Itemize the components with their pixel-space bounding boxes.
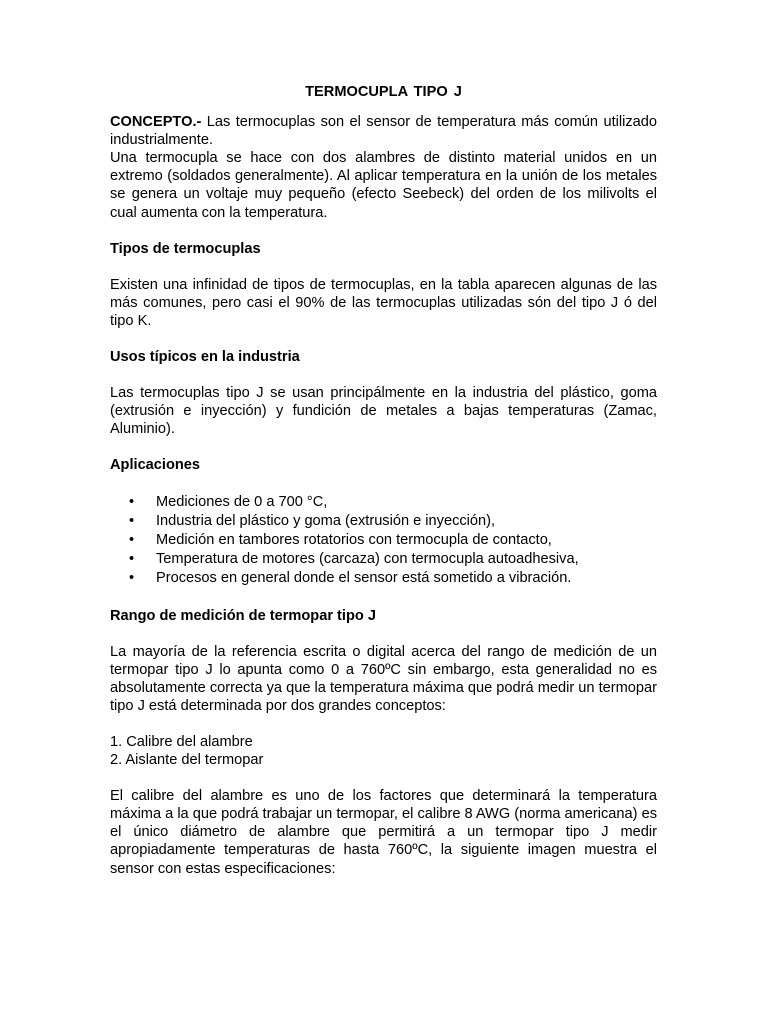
rango-heading: Rango de medición de termopar tipo J (110, 607, 376, 624)
tipos-paragraph: Existen una infinidad de tipos de termocuplas, en la tabla aparecen algunas de las más comunes, pero casi el 90% de las termocuplas utilizadas són del tipo J ó del tipo K. (110, 276, 657, 329)
bullet-icon: • (129, 570, 135, 587)
bullet-icon: • (129, 512, 135, 529)
list-item: 1. Calibre del alambre (110, 733, 253, 750)
bullet-icon: • (129, 531, 135, 548)
list-item: • Mediciones de 0 a 700 °C, (110, 493, 657, 512)
tipos-heading: Tipos de termocuplas (110, 240, 261, 257)
calibre-paragraph: El calibre del alambre es uno de los factores que determinará la temperatura máxima a la que podrá trabajar un termopar, el calibre 8 AWG (norma americana) es el único diámetro de alambre que permitirá a un termopar tipo J medir apropiadamente temperaturas de hasta 760ºC, la siguiente imagen muestra el sensor con estas especificaciones: (110, 788, 657, 877)
concepto-label: CONCEPTO.- (110, 114, 202, 131)
usos-heading: Usos típicos en la industria (110, 349, 300, 366)
bullet-icon: • (129, 493, 135, 510)
termocupla-description: Una termocupla se hace con dos alambres de distinto material unidos en un extremo (soldados generalmente). Al aplicar temperatura en la unión de los metales se genera un voltaje muy pequeño (efecto Seebeck) del orden de los milivolts el cual aumenta con la temperatura. (110, 150, 657, 221)
list-item: • Medición en tambores rotatorios con termocupla de contacto, (110, 531, 657, 550)
rango-paragraph: La mayoría de la referencia escrita o digital acerca del rango de medición de un termopar tipo J lo apunta como 0 a 760ºC sin embargo, esta generalidad no es absolutamente correcta ya que la temperatura máxima que podrá medir un termopar tipo J está determinada por dos grandes conceptos: (110, 643, 657, 714)
list-item: • Temperatura de motores (carcaza) con termocupla autoadhesiva, (110, 550, 657, 569)
list-item: 2. Aislante del termopar (110, 752, 264, 769)
usos-paragraph: Las termocuplas tipo J se usan principálmente en la industria del plástico, goma (extrusión e inyección) y fundición de metales a bajas temperaturas (Zamac, Aluminio). (110, 385, 657, 438)
aplicaciones-list (110, 493, 657, 589)
document-page (110, 83, 657, 878)
conceptos-list (110, 733, 657, 769)
concepto-text: Las termocuplas son el sensor de temperatura más común utilizado industrialmente. (110, 114, 657, 149)
list-item: • Procesos en general donde el sensor está sometido a vibración. (110, 569, 657, 588)
list-item: • Industria del plástico y goma (extrusión e inyección), (110, 512, 657, 531)
document-title: TERMOCUPLA TIPO J (305, 84, 462, 100)
concepto-paragraph (110, 113, 657, 149)
bullet-icon: • (129, 551, 135, 568)
aplicaciones-heading: Aplicaciones (110, 457, 201, 474)
